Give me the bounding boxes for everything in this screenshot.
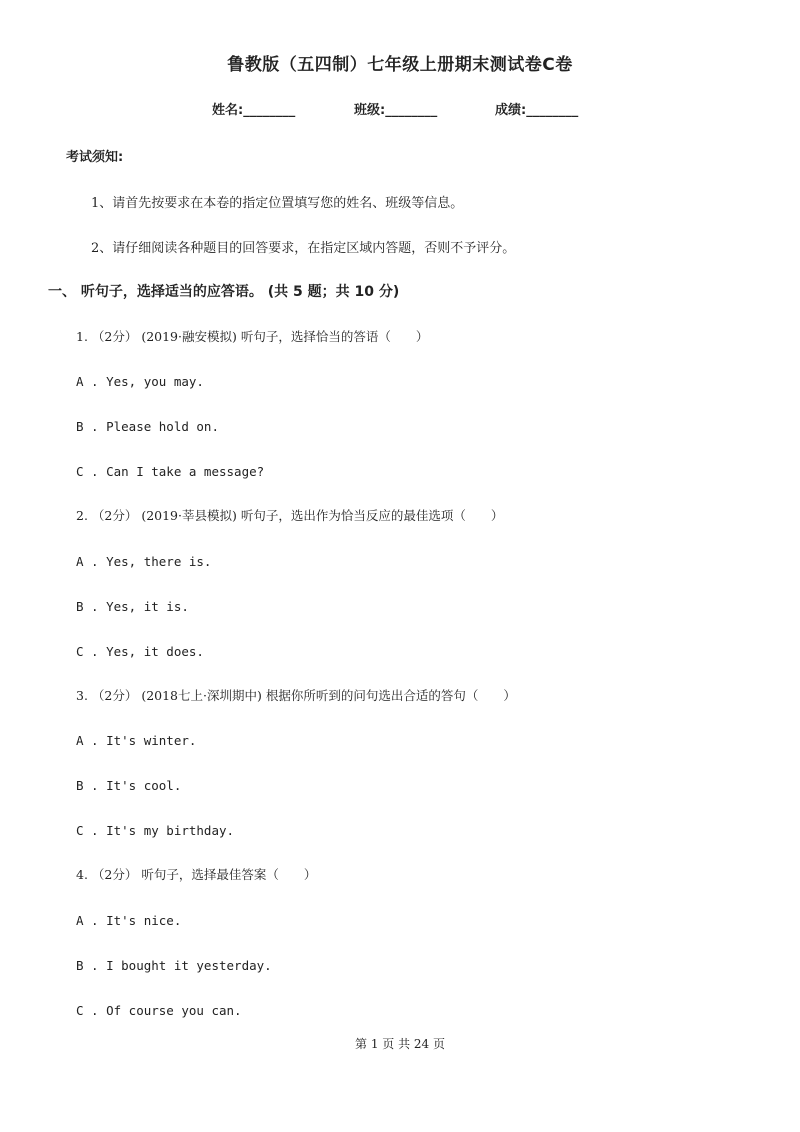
answer-option: C . Yes, it does.: [76, 644, 204, 659]
answer-option: C . Can I take a message?: [76, 464, 265, 479]
score-field: 成绩:________: [495, 103, 579, 118]
answer-option: A . It's nice.: [76, 913, 182, 928]
answer-option: A . Yes, there is.: [76, 554, 212, 569]
answer-option: A . It's winter.: [76, 733, 197, 748]
question-stem: 4. （2分） 听句子，选择最佳答案（ ）: [76, 867, 317, 882]
section-heading: 一、 听句子，选择适当的应答语。 (共 5 题；共 10 分): [48, 284, 400, 300]
answer-option: B . I bought it yesterday.: [76, 958, 272, 973]
name-field: 姓名:________: [212, 103, 296, 118]
answer-option: A . Yes, you may.: [76, 374, 204, 389]
question-stem: 2. （2分） (2019·莘县模拟) 听句子，选出作为恰当反应的最佳选项（ ）: [76, 508, 504, 523]
answer-option: B . It's cool.: [76, 778, 182, 793]
answer-option: B . Yes, it is.: [76, 599, 189, 614]
notice-item: 2、请仔细阅读各种题目的回答要求，在指定区域内答题，否则不予评分。: [91, 241, 516, 256]
page-title: 鲁教版（五四制）七年级上册期末测试卷C卷: [227, 55, 573, 75]
answer-option: B . Please hold on.: [76, 419, 219, 434]
question-stem: 1. （2分） (2019·融安模拟) 听句子，选择恰当的答语（ ）: [76, 329, 429, 344]
notice-heading: 考试须知:: [66, 150, 124, 165]
class-field: 班级:________: [354, 103, 438, 118]
answer-option: C . Of course you can.: [76, 1003, 242, 1018]
answer-option: C . It's my birthday.: [76, 823, 235, 838]
question-stem: 3. （2分） (2018七上·深圳期中) 根据你所听到的问句选出合适的答句（ ）: [76, 688, 516, 703]
notice-item: 1、请首先按要求在本卷的指定位置填写您的姓名、班级等信息。: [91, 196, 464, 211]
page-footer: 第 1 页 共 24 页: [355, 1037, 445, 1051]
